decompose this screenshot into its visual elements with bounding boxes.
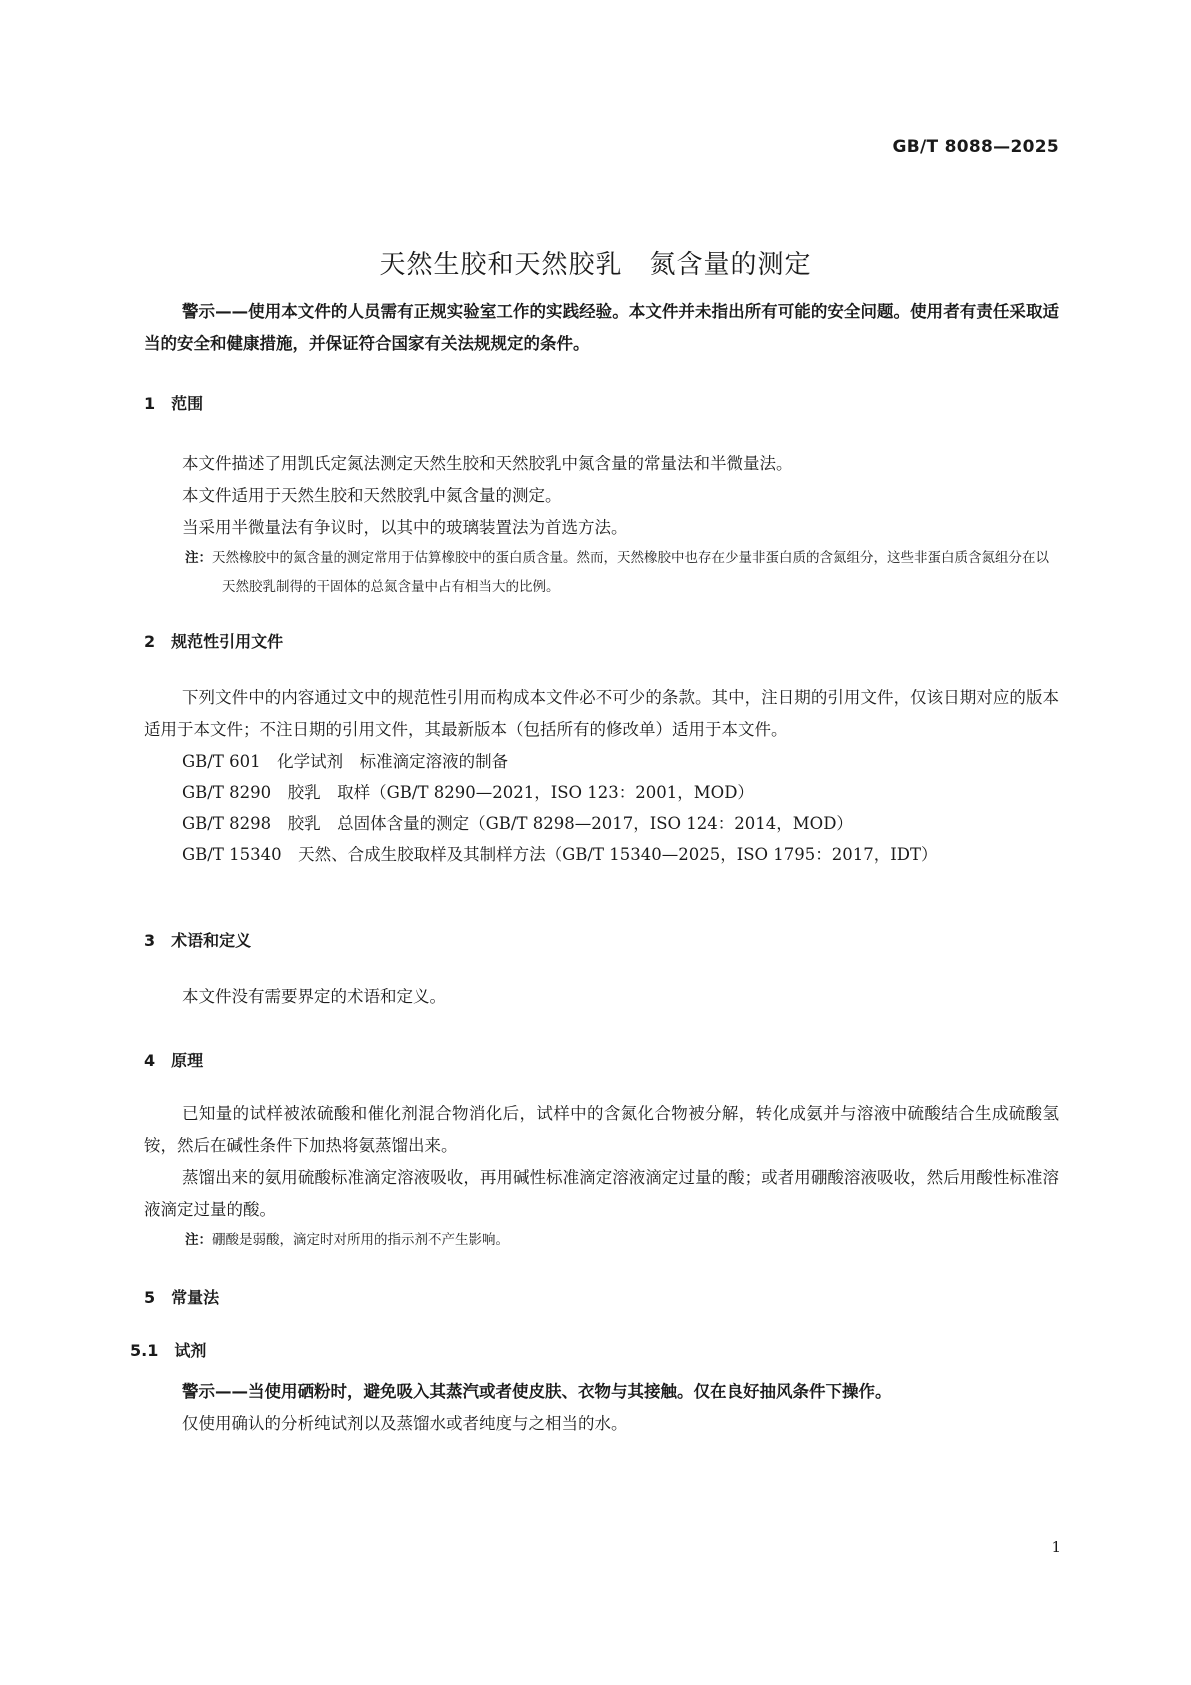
section-4-paragraph: 已知量的试样被浓硫酸和催化剂混合物消化后，试样中的含氮化合物被分解，转化成氨并与溶液中硫酸结合生成硫酸氢铵，然后在碱性条件下加热将氨蒸馏出来。 [144, 1104, 1059, 1155]
section-2-body [144, 682, 1059, 870]
warning-intro-block [144, 296, 1059, 360]
section-3-body [144, 981, 1059, 1013]
document-title: 天然生胶和天然胶乳 氮含量的测定 [379, 250, 812, 280]
note-text: 硼酸是弱酸，滴定时对所用的指示剂不产生影响。 [212, 1232, 509, 1248]
warning-intro: 警示——使用本文件的人员需有正规实验室工作的实践经验。本文件并未指出所有可能的安全问题。使用者有责任采取适当的安全和健康措施，并保证符合国家有关法规规定的条件。 [144, 302, 1059, 353]
note-text: 天然橡胶中的氮含量的测定常用于估算橡胶中的蛋白质含量。然而，天然橡胶中也存在少量非蛋白质的含氮组分，这些非蛋白质含氮组分在以天然胶乳制得的干固体的总氮含量中占有相当大的比例。 [212, 550, 1049, 595]
note-label: 注： [185, 550, 212, 566]
section-3-heading: 3 术语和定义 [144, 931, 252, 950]
standard-code: GB/T 8088—2025 [892, 137, 1059, 157]
section-2-intro: 下列文件中的内容通过文中的规范性引用而构成本文件必不可少的条款。其中，注日期的引用文件，仅该日期对应的版本适用于本文件；不注日期的引用文件，其最新版本（包括所有的修改单）适用于本文件。 [144, 688, 1059, 739]
reference-item: GB/T 8290 胶乳 取样（GB/T 8290—2021，ISO 123：2001，MOD） [182, 783, 754, 802]
section-1-paragraph: 当采用半微量法有争议时，以其中的玻璃装置法为首选方法。 [182, 518, 628, 537]
section-5-1-heading: 5.1 试剂 [130, 1341, 207, 1360]
section-4 [144, 1048, 1059, 1071]
section-3-text: 本文件没有需要界定的术语和定义。 [182, 987, 446, 1006]
section-1 [144, 391, 1059, 414]
section-5-1-text: 仅使用确认的分析纯试剂以及蒸馏水或者纯度与之相当的水。 [182, 1414, 628, 1433]
section-5-1-warning: 警示——当使用硒粉时，避免吸入其蒸汽或者使皮肤、衣物与其接触。仅在良好抽风条件下操作。 [182, 1382, 892, 1401]
section-4-heading: 4 原理 [144, 1051, 204, 1070]
section-5 [144, 1285, 1059, 1308]
reference-item: GB/T 15340 天然、合成生胶取样及其制样方法（GB/T 15340—2025，ISO 1795：2017，IDT） [182, 845, 938, 864]
note-label: 注： [185, 1232, 212, 1248]
section-1-paragraph: 本文件适用于天然生胶和天然胶乳中氮含量的测定。 [182, 486, 562, 505]
section-4-note [185, 1226, 1059, 1255]
reference-item: GB/T 601 化学试剂 标准滴定溶液的制备 [182, 752, 509, 771]
section-1-heading: 1 范围 [144, 394, 204, 413]
section-2-heading: 2 规范性引用文件 [144, 632, 284, 651]
page-number: 1 [1051, 1538, 1061, 1556]
section-5-1 [130, 1338, 1045, 1361]
reference-item: GB/T 8298 胶乳 总固体含量的测定（GB/T 8298—2017，ISO 124：2014，MOD） [182, 814, 853, 833]
section-1-body [144, 448, 1059, 602]
section-1-note [185, 544, 1059, 602]
section-5-heading: 5 常量法 [144, 1288, 220, 1307]
section-2 [144, 629, 1059, 652]
section-1-paragraph: 本文件描述了用凯氏定氮法测定天然生胶和天然胶乳中氮含量的常量法和半微量法。 [182, 454, 793, 473]
section-4-paragraph: 蒸馏出来的氨用硫酸标准滴定溶液吸收，再用碱性标准滴定溶液滴定过量的酸；或者用硼酸溶液吸收，然后用酸性标准溶液滴定过量的酸。 [144, 1168, 1059, 1219]
section-4-body [144, 1098, 1059, 1255]
section-5-1-body [144, 1376, 1059, 1440]
section-3 [144, 928, 1059, 951]
